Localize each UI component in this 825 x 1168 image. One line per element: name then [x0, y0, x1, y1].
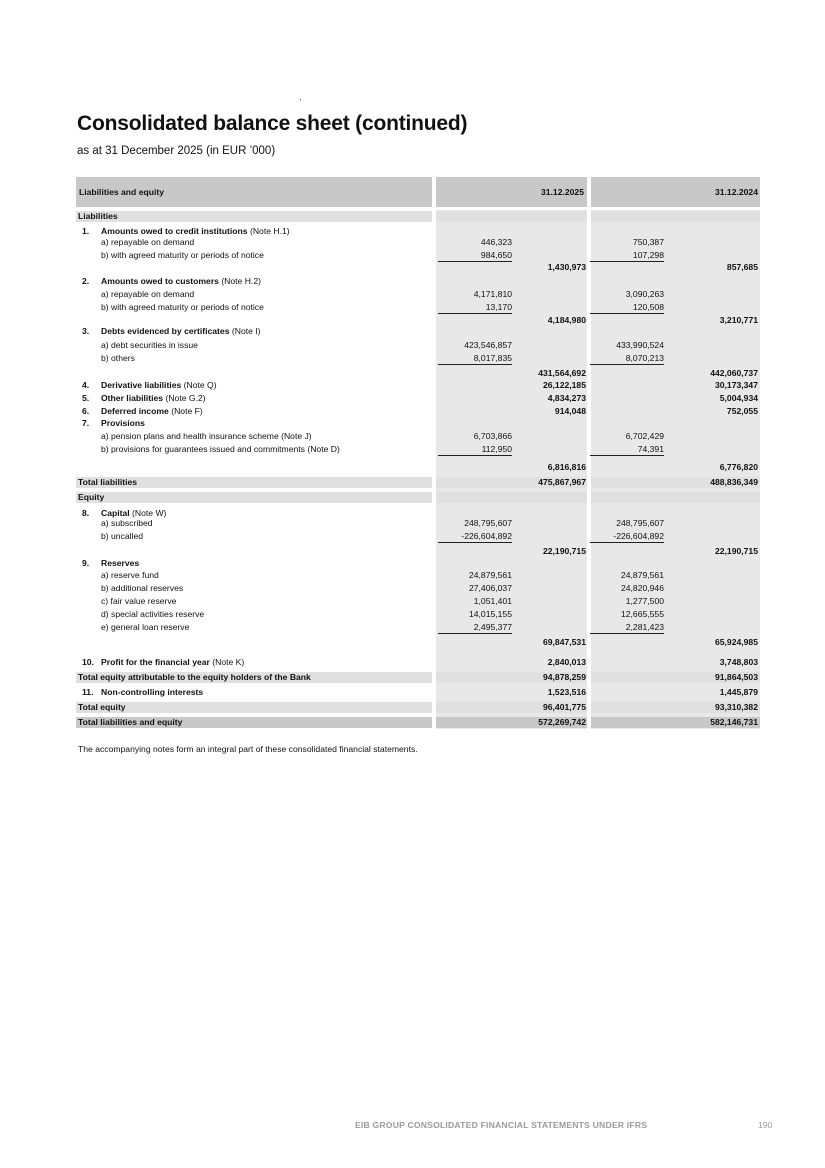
value-2025-total: 914,048	[554, 406, 586, 416]
row-sublabel	[101, 302, 264, 313]
row-label	[78, 702, 126, 713]
row-label-text: Equity	[78, 492, 105, 502]
row-sublabel	[101, 237, 194, 248]
row-band	[436, 211, 587, 222]
row-number: 1.	[82, 226, 90, 236]
value-2024-detail: 120,508	[590, 302, 664, 314]
row-number: 7.	[82, 418, 90, 428]
row-label-text: Total liabilities	[78, 477, 138, 487]
footnote: The accompanying notes form an integral part of these consolidated financial statements.	[78, 744, 418, 754]
row-sublabel	[101, 289, 194, 300]
value-2024-total: 6,776,820	[719, 462, 758, 472]
value-2025-detail: 446,323	[480, 237, 512, 247]
row-label-text: Provisions	[101, 418, 145, 428]
row-sublabel	[101, 570, 159, 581]
row-label-text: c) fair value reserve	[101, 596, 177, 606]
value-2024-total: 65,924,985	[714, 637, 758, 647]
table-header-2024: 31.12.2024	[714, 187, 758, 197]
value-2025-detail: 8,017,835	[438, 353, 512, 365]
row-note: (Note G.2)	[163, 393, 206, 403]
row-band	[76, 702, 432, 713]
value-2024-total: 22,190,715	[714, 546, 758, 556]
value-2025-detail: -226,604,892	[438, 531, 512, 543]
row-label-text: Reserves	[101, 558, 140, 568]
value-2025-total: 2,840,013	[547, 657, 586, 667]
row-sublabel	[101, 531, 143, 542]
value-2024-detail: 6,702,429	[625, 431, 664, 441]
row-label	[78, 211, 118, 222]
value-2024-detail: 74,391	[590, 444, 664, 456]
page-title: Consolidated balance sheet (continued)	[77, 112, 468, 135]
row-sublabel	[101, 353, 135, 364]
value-2025-total: 431,564,692	[538, 368, 586, 378]
row-label-text: Total equity attributable to the equity holders of the Bank	[78, 672, 311, 682]
row-label	[101, 418, 145, 429]
row-label-text: Capital	[101, 508, 130, 518]
row-label-text: a) reserve fund	[101, 570, 159, 580]
value-2024-detail: 248,795,607	[616, 518, 664, 528]
value-2025-detail: 423,546,857	[464, 340, 512, 350]
row-note: (Note K)	[209, 657, 245, 667]
row-label-text: b) uncalled	[101, 531, 144, 541]
footer-label: EIB GROUP CONSOLIDATED FINANCIAL STATEMENTS UNDER IFRS	[355, 1120, 648, 1130]
row-sublabel	[101, 431, 312, 442]
row-label	[78, 717, 182, 728]
value-2024-total: 488,836,349	[710, 477, 758, 487]
table-header-label: Liabilities and equity	[79, 187, 164, 197]
row-sublabel	[101, 444, 340, 455]
row-label-text: Total liabilities and equity	[78, 717, 183, 727]
row-label-text: b) others	[101, 353, 135, 363]
value-2024-total: 5,004,934	[719, 393, 758, 403]
stray-mark	[300, 99, 301, 100]
row-note: (Note F)	[168, 406, 203, 416]
row-label	[101, 276, 261, 287]
row-label-text: Other liabilities	[101, 393, 164, 403]
row-label	[101, 326, 261, 337]
value-2024-detail: 433,990,524	[616, 340, 664, 350]
value-2024-total: 3,210,771	[719, 315, 758, 325]
row-label-text: b) with agreed maturity or periods of notice	[101, 250, 264, 260]
value-2025-detail: 13,170	[438, 302, 512, 314]
row-label	[78, 672, 311, 683]
value-2025-total: 475,867,967	[538, 477, 586, 487]
row-label-text: a) repayable on demand	[101, 289, 195, 299]
row-label-text: Derivative liabilities	[101, 380, 182, 390]
value-2024-total: 752,055	[726, 406, 758, 416]
row-band	[591, 492, 760, 503]
value-2025-detail: 4,171,810	[473, 289, 512, 299]
value-2025-detail: 6,703,866	[473, 431, 512, 441]
row-label	[101, 657, 244, 668]
row-label	[78, 477, 137, 488]
value-2024-detail: 3,090,263	[625, 289, 664, 299]
row-sublabel	[101, 622, 189, 633]
row-number: 5.	[82, 393, 90, 403]
row-note: (Note H.2)	[218, 276, 261, 286]
row-number: 6.	[82, 406, 90, 416]
value-2025-detail: 14,015,155	[468, 609, 512, 619]
row-note: (Note H.1)	[247, 226, 290, 236]
row-sublabel	[101, 609, 204, 620]
row-label-text: e) general loan reserve	[101, 622, 190, 632]
value-2025-total: 6,816,816	[547, 462, 586, 472]
value-2024-total: 857,685	[726, 262, 758, 272]
value-2024-detail: 24,820,946	[620, 583, 664, 593]
row-band	[436, 492, 587, 503]
row-label	[101, 393, 206, 404]
row-label	[101, 558, 139, 569]
row-band	[76, 492, 432, 503]
value-2025-total: 26,122,185	[542, 380, 586, 390]
row-label-text: Non-controlling interests	[101, 687, 204, 697]
row-sublabel	[101, 250, 264, 261]
value-2024-total: 442,060,737	[710, 368, 758, 378]
value-2024-detail: 750,387	[632, 237, 664, 247]
value-2025-total: 69,847,531	[542, 637, 586, 647]
row-band	[591, 211, 760, 222]
value-2025-detail: 27,406,037	[468, 583, 512, 593]
value-2025-detail: 112,950	[438, 444, 512, 456]
row-label-text: Debts evidenced by certificates	[101, 326, 230, 336]
row-note: (Note Q)	[181, 380, 217, 390]
row-number: 8.	[82, 508, 90, 518]
row-label-text: a) debt securities in issue	[101, 340, 198, 350]
value-2024-detail: 12,665,555	[620, 609, 664, 619]
value-2024-total: 3,748,803	[719, 657, 758, 667]
row-label	[101, 380, 217, 391]
page-subtitle: as at 31 December 2025 (in EUR ’000)	[77, 145, 276, 157]
row-label	[101, 226, 290, 237]
row-sublabel	[101, 340, 198, 351]
value-2024-detail: 2,281,423	[590, 622, 664, 634]
row-note: (Note I)	[229, 326, 261, 336]
row-label-text: a) repayable on demand	[101, 237, 195, 247]
row-label-text: a) pension plans and health insurance scheme (Note J)	[101, 431, 312, 441]
value-2024-detail: 1,277,500	[625, 596, 664, 606]
value-2025-total: 572,269,742	[538, 717, 586, 727]
row-label-text: Amounts owed to customers	[101, 276, 219, 286]
row-label	[78, 492, 104, 503]
value-2025-total: 96,401,775	[542, 702, 586, 712]
row-label-text: d) special activities reserve	[101, 609, 205, 619]
value-2025-total: 4,184,980	[547, 315, 586, 325]
value-2024-detail: 24,879,561	[620, 570, 664, 580]
row-label	[101, 406, 203, 417]
row-label-text: b) with agreed maturity or periods of notice	[101, 302, 264, 312]
row-band	[76, 211, 432, 222]
row-label-text: b) additional reserves	[101, 583, 184, 593]
value-2024-total: 30,173,347	[714, 380, 758, 390]
row-sublabel	[101, 583, 183, 594]
row-number: 11.	[82, 687, 94, 697]
value-2024-total: 93,310,382	[714, 702, 758, 712]
row-number: 2.	[82, 276, 90, 286]
value-2025-total: 94,878,259	[542, 672, 586, 682]
value-2025-detail: 248,795,607	[464, 518, 512, 528]
row-label-text: b) provisions for guarantees issued and commitments (Note D)	[101, 444, 340, 454]
row-sublabel	[101, 518, 153, 529]
value-2024-total: 582,146,731	[710, 717, 758, 727]
row-number: 9.	[82, 558, 90, 568]
row-label-text: a) subscribed	[101, 518, 153, 528]
value-2024-detail: 107,298	[590, 250, 664, 262]
row-number: 4.	[82, 380, 90, 390]
row-sublabel	[101, 596, 176, 607]
value-2025-detail: 984,650	[438, 250, 512, 262]
row-label-text: Total equity	[78, 702, 126, 712]
row-label-text: Amounts owed to credit institutions	[101, 226, 248, 236]
value-2024-detail: 8,070,213	[590, 353, 664, 365]
row-label-text: Liabilities	[78, 211, 118, 221]
value-2025-detail: 2,495,377	[438, 622, 512, 634]
row-note: (Note W)	[129, 508, 167, 518]
row-label-text: Profit for the financial year	[101, 657, 210, 667]
value-2024-detail: -226,604,892	[590, 531, 664, 543]
value-2024-total: 91,864,503	[714, 672, 758, 682]
value-2025-detail: 24,879,561	[468, 570, 512, 580]
row-number: 3.	[82, 326, 90, 336]
value-2025-total: 22,190,715	[542, 546, 586, 556]
value-2025-total: 1,430,973	[547, 262, 586, 272]
row-label-text: Deferred income	[101, 406, 169, 416]
value-2025-total: 1,523,516	[547, 687, 586, 697]
table-header-2025: 31.12.2025	[540, 187, 584, 197]
page-number: 190	[758, 1120, 773, 1130]
row-label	[101, 687, 203, 698]
value-2025-detail: 1,051,401	[473, 596, 512, 606]
value-2025-total: 4,834,273	[547, 393, 586, 403]
row-number: 10.	[82, 657, 94, 667]
value-2024-total: 1,445,879	[719, 687, 758, 697]
